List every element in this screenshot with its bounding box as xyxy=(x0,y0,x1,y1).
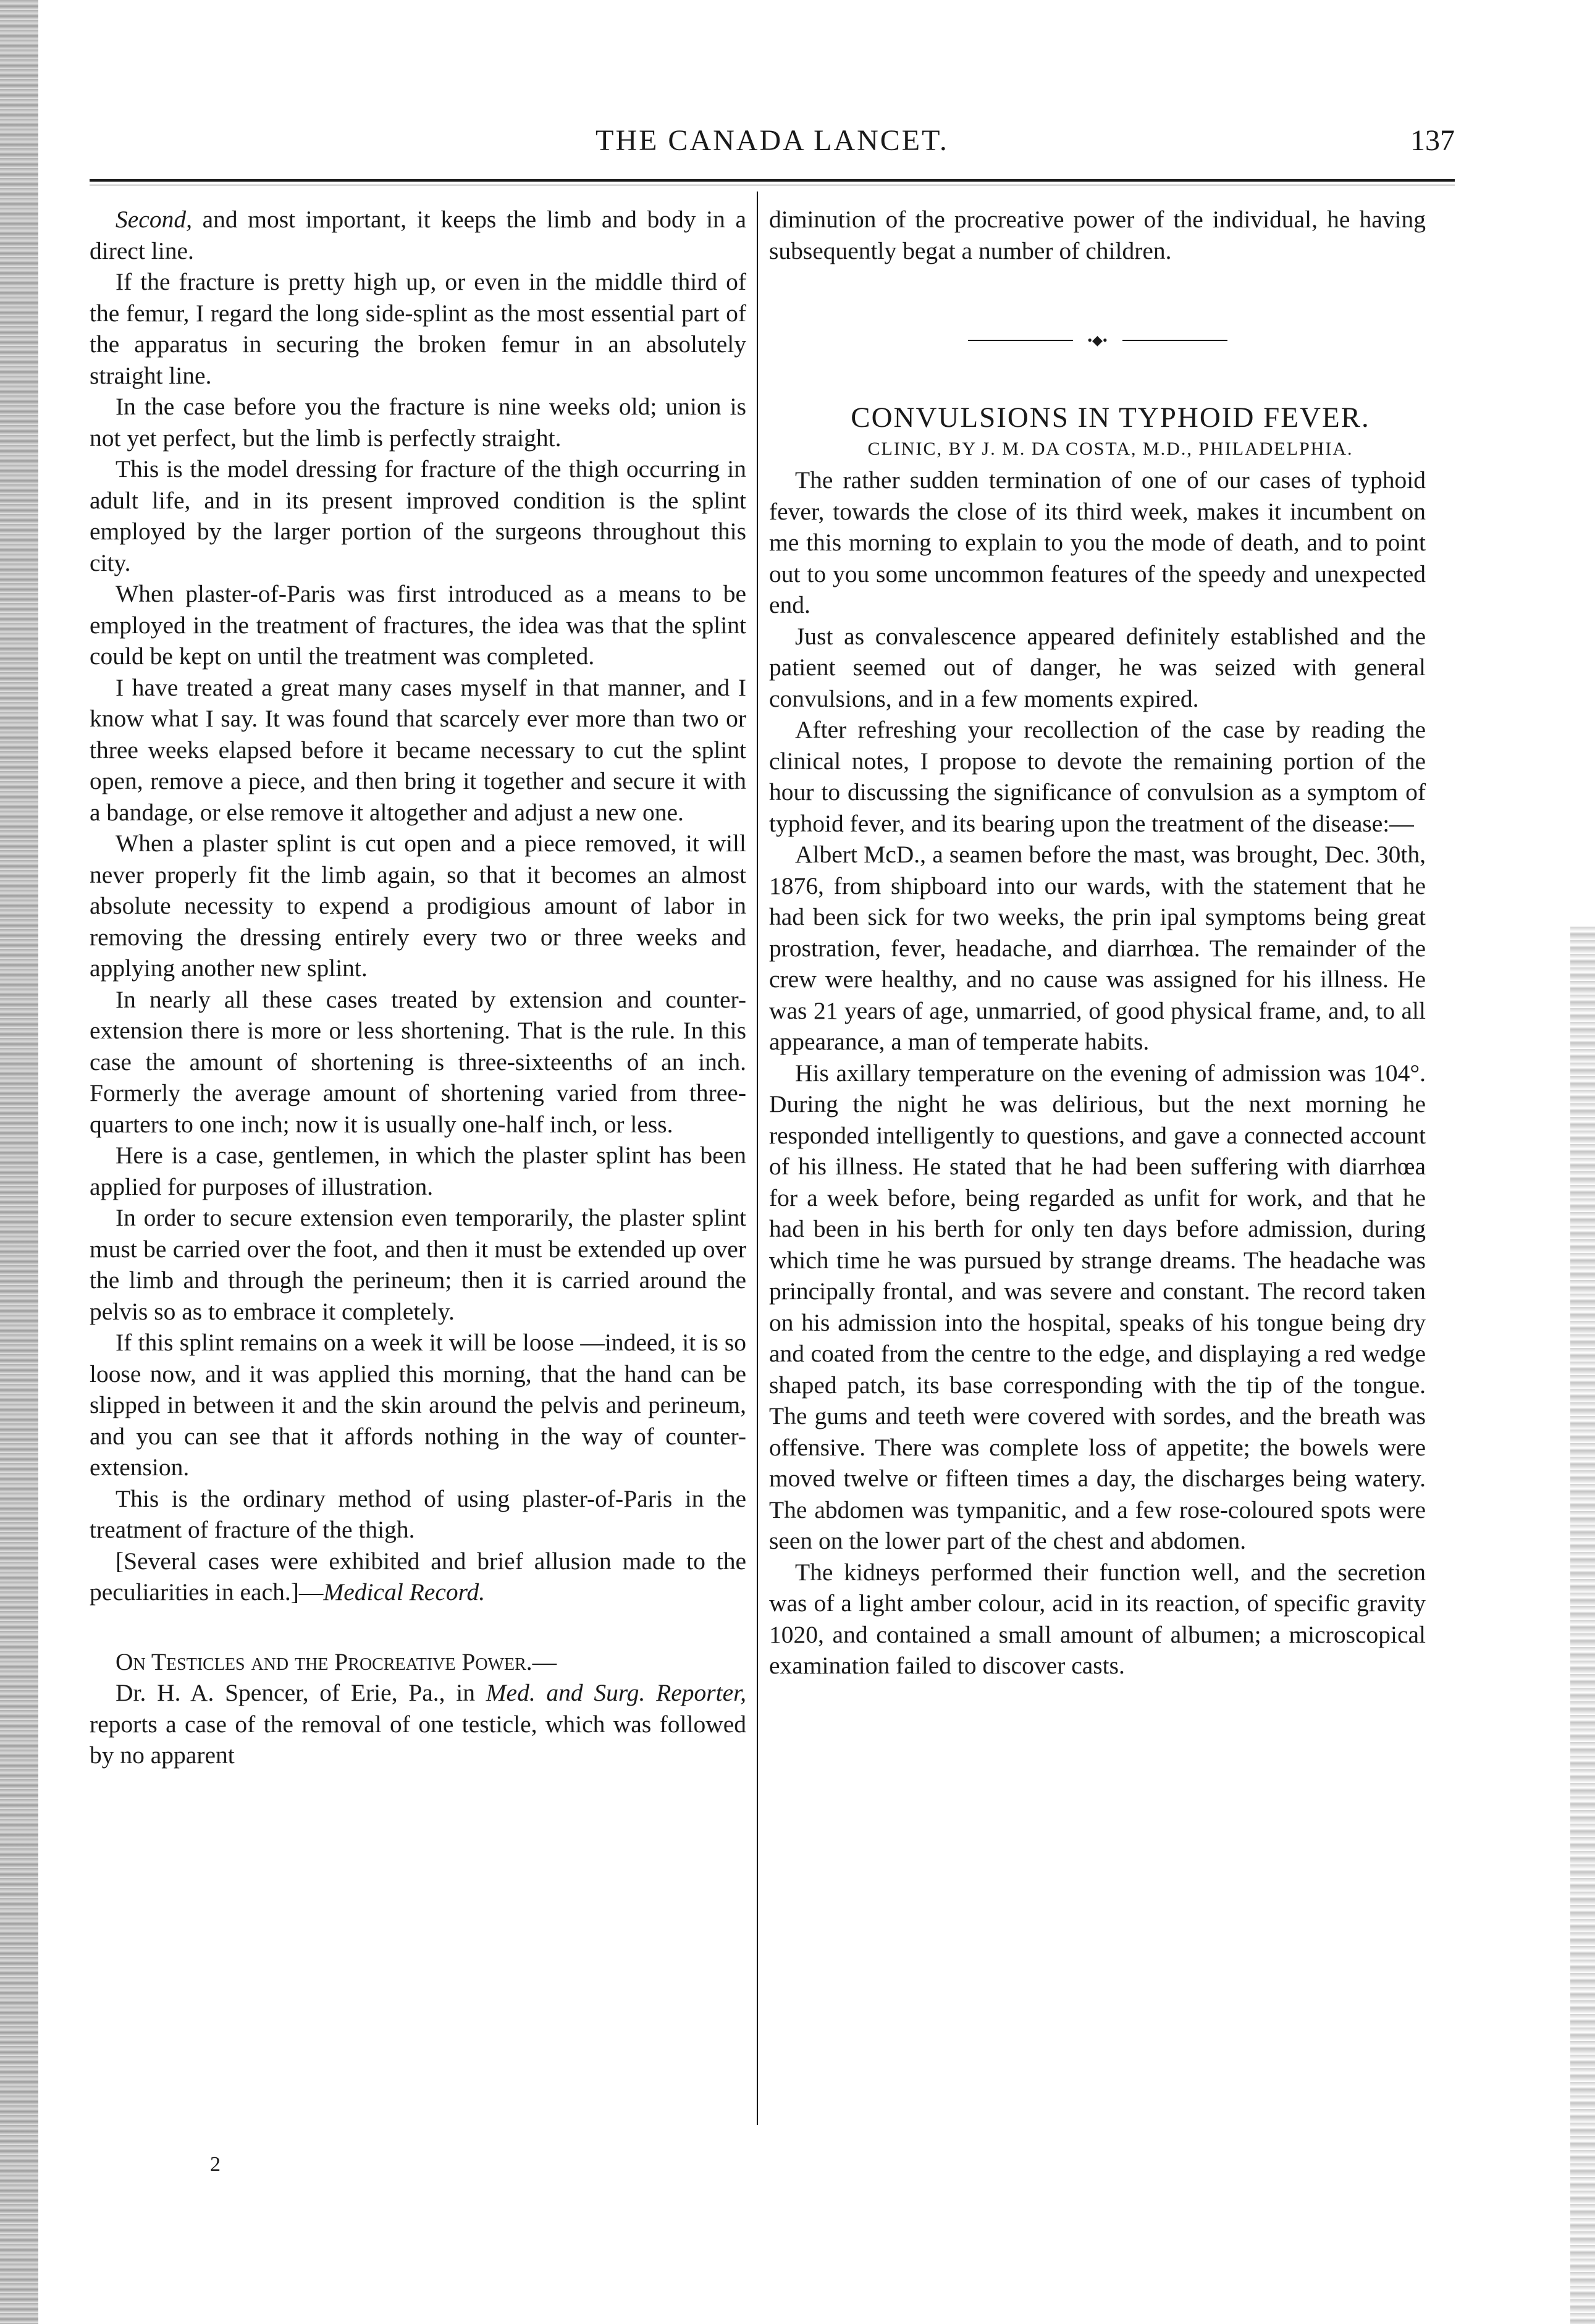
left-column xyxy=(90,204,746,1771)
paragraph: This is the model dressing for fracture of the thigh occurring in adult life, and in its present improved condition is the splint employed by the larger portion of the surgeons throughout this city. xyxy=(90,455,746,576)
section-ornament xyxy=(968,334,1227,347)
paragraph: [Several cases were exhibited and brief allusion made to the peculiarities in each.]—Medical Record. xyxy=(90,1547,746,1606)
paragraph: His axillary temperature on the evening of admission was 104°. During the night he was delirious, but the next morning he responded intelligently to questions, and gave a connected account of his illness. He stated that he had been suffering with diarrhœa for a week before, being regarded as unfit for work, and that he had been in his berth for only ten days before admission, during which time he was pursued by strange dreams. The headache was principally frontal, and was severe and constant. The record taken on his admission into the hospital, speaks of his tongue being dry and coated from the centre to the edge, and displaying a red wedge shaped patch, its base corresponding with the tip of the tongue. The gums and teeth were covered with sordes, and the breath was offensive. There was complete loss of appetite; the bowels were moved twelve or fifteen times a day, the discharges being watery. The abdomen was tympanitic, and a few rose-coloured spots were seen on the lower part of the chest and abdomen. xyxy=(769,1059,1426,1554)
paragraph: Albert McD., a seamen before the mast, was brought, Dec. 30th, 1876, from shipboard into our wards, with the statement that he had been sick for two weeks, the prin ipal symptoms being great prostration, fever, headache, and diarrhœa. The remainder of the crew were healthy, and no cause was assigned for his illness. He was 21 years of age, unmarried, of good physical frame, and, to all appearance, a man of temperate habits. xyxy=(769,841,1426,1055)
paragraph: The rather sudden termination of one of our cases of typhoid fever, towards the close of its third week, makes it incumbent on me this morning to explain to you the mode of death, and to point out to you some uncommon features of the speedy and unexpected end. xyxy=(769,466,1426,618)
binding-edge-right xyxy=(1570,927,1595,2324)
right-column xyxy=(769,204,1426,1682)
column-divider xyxy=(757,192,758,2125)
paragraph: The kidneys performed their function well, and the secretion was of a light amber colour, acid in its reaction, of specific gravity 1020, and contained a small amount of albumen; a microscopical examination failed to discover casts. xyxy=(769,1558,1426,1679)
paragraph: I have treated a great many cases myself in that manner, and I know what I say. It was found that scarcely ever more than two or three weeks elapsed before it became necessary to cut the splint open, remove a piece, and then bring it together and secure it with a bandage, or else remove it altogether and adjust a new one. xyxy=(90,673,746,826)
paragraph: Here is a case, gentlemen, in which the plaster splint has been applied for purposes of illustration. xyxy=(90,1142,746,1200)
page-number: 137 xyxy=(1410,124,1455,157)
paragraph: Second, and most important, it keeps the limb and body in a direct line. xyxy=(90,206,746,264)
journal-citation: Med. and Surg. Reporter, xyxy=(486,1679,746,1706)
ornament-dots: •◆• xyxy=(1073,334,1122,347)
binding-edge-left xyxy=(0,0,38,2324)
article-byline: CLINIC, BY J. M. DA COSTA, M.D., PHILADELPHIA. xyxy=(867,438,1353,459)
paragraph: Dr. H. A. Spencer, of Erie, Pa., in Med. and Surg. Reporter, reports a case of the removal of one testicle, which was followed by no apparent xyxy=(90,1679,746,1769)
paragraph: This is the ordinary method of using plaster-of-Paris in the treatment of fracture of the thigh. xyxy=(90,1484,746,1543)
paragraph: In the case before you the fracture is nine weeks old; union is not yet perfect, but the limb is perfectly straight. xyxy=(90,393,746,452)
paragraph: If the fracture is pretty high up, or even in the middle third of the femur, I regard the long side-splint as the most essential part of the apparatus in securing the broken femur in an absolutely straight line. xyxy=(90,268,746,389)
running-header xyxy=(90,124,1455,173)
journal-title: THE CANADA LANCET. xyxy=(595,124,949,157)
paragraph: When plaster-of-Paris was first introduced as a means to be employed in the treatment of fractures, the idea was that the splint could be kept on until the treatment was completed. xyxy=(90,580,746,670)
section-heading-paragraph: On Testicles and the Procreative Power.— xyxy=(116,1648,557,1675)
paragraph: After refreshing your recollection of the case by reading the clinical notes, I propose to devote the remaining portion of the hour to discussing the significance of convulsion as a symptom of typhoid fever, and its bearing upon the treatment of the disease:— xyxy=(769,716,1426,837)
paragraph: In nearly all these cases treated by extension and counter-extension there is more or less shortening. That is the rule. In this case the amount of shortening is three-sixteenths of an inch. Formerly the average amount of shortening varied from three-quarters to one inch; now it is usually one-half inch, or less. xyxy=(90,985,746,1138)
emphasis: Second, xyxy=(116,206,192,233)
source-citation: Medical Record. xyxy=(323,1578,486,1606)
signature-mark: 2 xyxy=(210,2153,221,2176)
paragraph: In order to secure extension even temporarily, the plaster splint must be carried over the foot, and then it must be extended up over the limb and through the perineum; then it is carried around the pelvis so as to embrace it completely. xyxy=(90,1204,746,1325)
paragraph: When a plaster splint is cut open and a piece removed, it will never properly fit the limb again, so that it becomes an almost absolute necessity to expend a prodigious amount of labor in removing the dressing entirely every two or three weeks and applying another new splint. xyxy=(90,830,746,982)
paragraph: Just as convalescence appeared definitely established and the patient seemed out of danger, he was seized with general convulsions, and in a few moments expired. xyxy=(769,622,1426,712)
article-heading: CONVULSIONS IN TYPHOID FEVER. xyxy=(851,402,1370,434)
paragraph: If this splint remains on a week it will be loose —indeed, it is so loose now, and it was applied this morning, that the hand can be slipped in between it and the skin around the pelvis and perineum, and you can see that it affords nothing in the way of counter-extension. xyxy=(90,1329,746,1481)
header-rule xyxy=(90,179,1455,185)
section-title: On Testicles and the Procreative Power. xyxy=(116,1648,532,1675)
paragraph-continuation: diminution of the procreative power of the individual, he having subsequently begat a number of children. xyxy=(769,206,1426,264)
